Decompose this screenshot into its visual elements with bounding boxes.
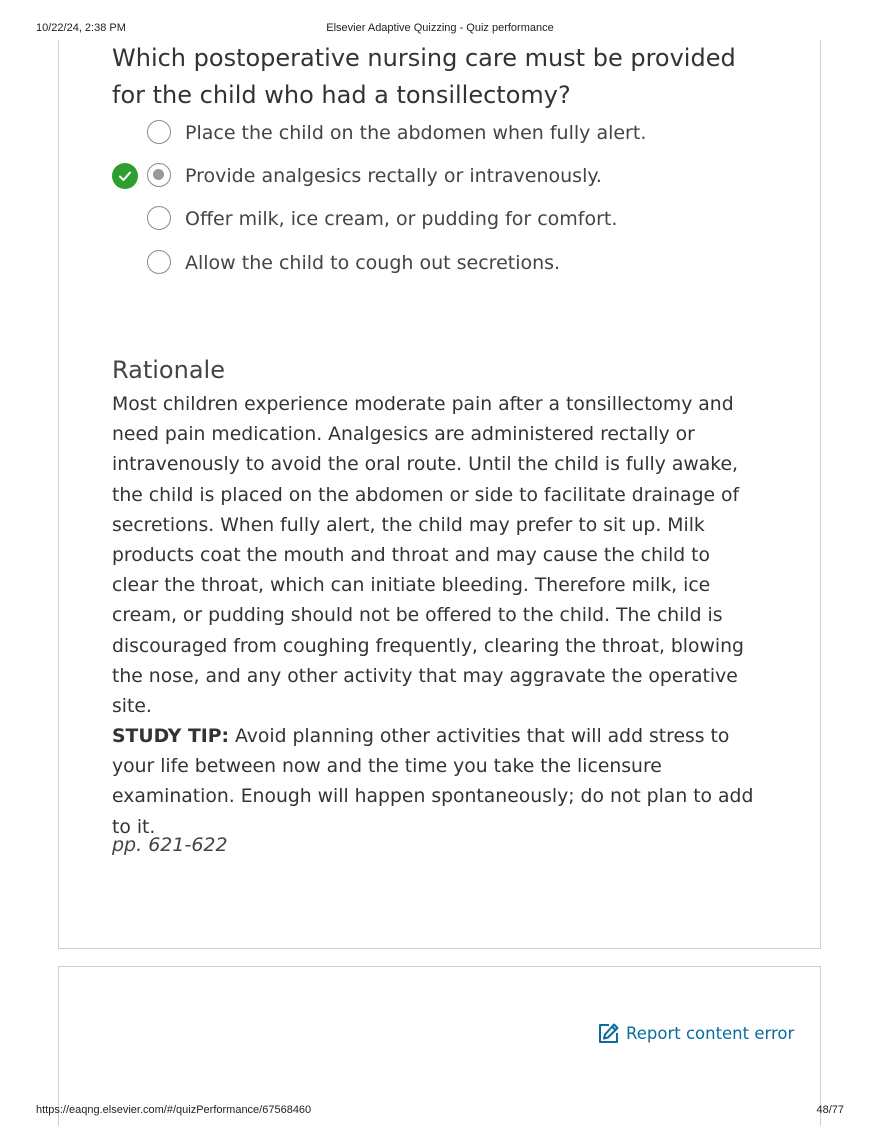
radio-button[interactable] (147, 206, 171, 230)
radio-button[interactable] (147, 120, 171, 144)
answer-text: Allow the child to cough out secretions. (185, 252, 561, 274)
print-datetime: 10/22/24, 2:38 PM (36, 22, 126, 34)
print-page-count: 48/77 (816, 1104, 844, 1116)
rationale-heading: Rationale (112, 356, 225, 384)
report-label: Report content error (626, 1024, 795, 1043)
question-card (58, 40, 821, 949)
answer-text: Offer milk, ice cream, or pudding for comfort. (185, 208, 618, 230)
print-page-title: Elsevier Adaptive Quizzing - Quiz performance (326, 22, 554, 34)
report-card (58, 966, 821, 1126)
print-url: https://eaqng.elsevier.com/#/quizPerformance/67568460 (36, 1104, 312, 1116)
study-tip-text: Avoid planning other activities that will add stress to your life between now and the time you take the licensure examination. Enough will happen spontaneously; do not plan to add to it. (112, 726, 754, 838)
check-icon (112, 163, 138, 189)
question-stem: Which postoperative nursing care must be provided for the child who had a tonsillectomy? (112, 44, 736, 109)
answer-text: Provide analgesics rectally or intravenously. (185, 165, 602, 187)
radio-button-selected[interactable] (147, 163, 171, 187)
edit-icon (597, 1021, 621, 1045)
answer-option-1[interactable] (112, 118, 762, 148)
page-reference: pp. 621-622 (112, 834, 228, 856)
answer-option-3[interactable] (112, 204, 762, 234)
answer-text: Place the child on the abdomen when fully alert. (185, 122, 647, 144)
radio-button[interactable] (147, 250, 171, 274)
print-footer (0, 1104, 880, 1118)
print-header (0, 22, 880, 36)
answer-option-2[interactable] (112, 161, 762, 191)
rationale-body: Most children experience moderate pain after a tonsillectomy and need pain medication. Analgesics are administered rectally or intravenously to avoid the oral route. Until the child is fully awake, the child is placed on the abdomen or side to facilitate drainage of secretions. When fully alert, the child may prefer to sit up. Milk products coat the mouth and throat and may cause the child to clear the throat, which can initiate bleeding. Therefore milk, ice cream, or pudding should not be offered to the child. The child is discouraged from coughing frequently, clearing the throat, blowing the nose, and any other activity that may aggravate the operative site. (112, 394, 744, 718)
study-tip (112, 722, 762, 843)
study-tip-label: STUDY TIP: (112, 726, 230, 747)
answer-option-4[interactable] (112, 248, 762, 278)
